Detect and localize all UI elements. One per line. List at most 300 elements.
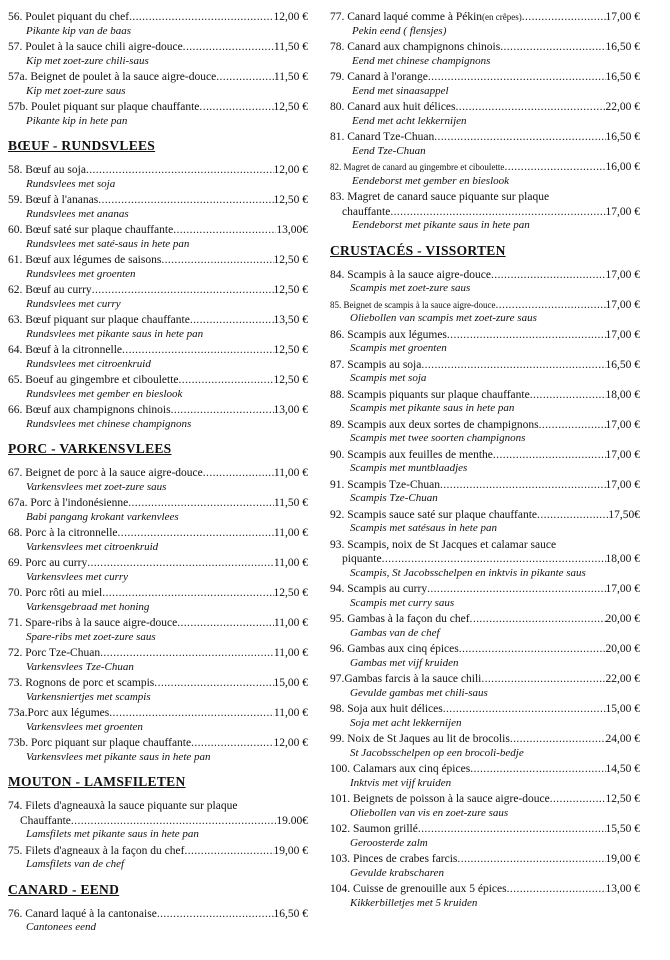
left-column	[8, 10, 308, 937]
menu-item-translation: Babi pangang krokant varkenvlees	[26, 510, 179, 523]
menu-item-name: piquante	[342, 553, 382, 565]
menu-item-name: 87. Scampis au soja	[330, 358, 422, 371]
menu-item	[330, 40, 640, 68]
leader-dots	[443, 702, 606, 717]
menu-item-translation: Cantonees eend	[26, 921, 96, 933]
menu-item	[330, 418, 640, 446]
menu-item-translation: Rundsvlees met saté-saus in hete pan	[26, 237, 190, 250]
menu-item-price: 17,00 €	[605, 328, 640, 341]
menu-item	[8, 586, 308, 614]
menu-item-line	[330, 418, 640, 433]
menu-item-name: 71. Spare-ribs à la sauce aigre-douce	[8, 617, 178, 629]
menu-item-price: 12,50 €	[273, 194, 308, 206]
menu-item-price: 11,00 €	[273, 527, 308, 539]
right-column	[330, 10, 640, 912]
menu-item-name: 102. Saumon grillé	[330, 823, 418, 835]
menu-item-line	[8, 343, 308, 358]
menu-item-line	[330, 268, 640, 283]
section-title: CRUSTACÉS - VISSORTEN	[330, 242, 506, 258]
menu-item-translation: Scampis Tze-Chuan	[350, 492, 438, 504]
leader-dots	[493, 448, 606, 463]
menu-item-translation: Scampis met muntblaadjes	[350, 462, 468, 474]
menu-item-line	[8, 814, 308, 829]
menu-item-price: 16,50 €	[605, 358, 640, 371]
menu-item	[8, 403, 308, 431]
menu-item	[8, 907, 308, 935]
menu-item-line	[330, 70, 640, 85]
menu-item-translation: Pikante kip in hete pan	[26, 114, 128, 127]
menu-item-name: 68. Porc à la citronnelle	[8, 527, 118, 539]
menu-item-line	[330, 552, 640, 567]
menu-item-line	[8, 403, 308, 418]
menu-item-price: 12,50 €	[273, 284, 308, 296]
menu-item-translation: Lamsfilets met pikante saus in hete pan	[26, 828, 199, 840]
leader-dots	[440, 478, 606, 493]
menu-item-line	[8, 586, 308, 601]
menu-item-translation: Pikante kip van de baas	[26, 24, 132, 37]
menu-item	[8, 736, 308, 764]
menu-item-name-line: 83. Magret de canard sauce piquante sur plaque	[330, 191, 550, 203]
menu-item-price: 15,50 €	[605, 823, 640, 835]
menu-item-translation: Rundsvlees met pikante saus in hete pan	[26, 327, 204, 340]
menu-item-line	[8, 253, 308, 268]
menu-item-name: 64. Bœuf à la citronnelle	[8, 344, 123, 356]
menu-item-translation: Rundsvlees met chinese champignons	[26, 417, 192, 430]
menu-item-name: 59. Bœuf à l'ananas	[8, 194, 99, 206]
menu-item-price: 13,50 €	[273, 314, 308, 326]
menu-item-name: 79. Canard à l'orange	[330, 71, 428, 83]
menu-item-translation: Scampis met pikante saus in hete pan	[350, 402, 515, 414]
menu-item-translation: Eendeborst met pikante saus in hete pan	[352, 219, 530, 231]
leader-dots	[177, 616, 274, 631]
menu-item-price: 17,00 €	[605, 478, 640, 491]
menu-item-translation: Kip met zoet-zure chili-saus	[26, 54, 149, 67]
menu-item-price: 12,50 €	[273, 374, 308, 386]
menu-item	[330, 388, 640, 416]
menu-item-translation: Scampis met satésaus in hete pan	[350, 522, 497, 534]
menu-item-translation: Scampis met zoet-zure saus	[350, 282, 471, 294]
menu-item	[330, 582, 640, 610]
menu-item-price: 13,00 €	[273, 404, 308, 416]
menu-item-translation: Eend met acht lekkernijen	[352, 114, 467, 127]
menu-item	[330, 612, 640, 640]
menu-item	[330, 130, 640, 158]
menu-item	[330, 298, 640, 326]
leader-dots	[504, 160, 605, 175]
menu-item	[330, 160, 640, 188]
menu-item	[8, 496, 308, 524]
menu-item-line	[330, 792, 640, 807]
leader-dots	[98, 193, 273, 208]
menu-item-price: 14,50 €	[605, 763, 640, 775]
menu-item-price: 18,00 €	[605, 388, 640, 401]
leader-dots	[510, 732, 606, 747]
menu-item	[8, 70, 308, 98]
menu-item	[330, 358, 640, 386]
menu-item-price: 16,50 €	[605, 41, 640, 53]
menu-item-name: 84. Scampis à la sauce aigre-douce	[330, 268, 491, 281]
menu-item	[8, 10, 308, 38]
menu-item	[8, 706, 308, 734]
menu-item-name: 72. Porc Tze-Chuan	[8, 647, 101, 659]
menu-item-price: 17,00 €	[605, 418, 640, 431]
section-title: CANARD - EEND	[8, 881, 120, 897]
menu-item	[8, 646, 308, 674]
menu-item-name: 67a. Porc à l'indonésienne	[8, 497, 129, 509]
menu-item	[8, 283, 308, 311]
leader-dots	[447, 328, 606, 343]
menu-item-note: (en crêpes)	[482, 12, 522, 22]
menu-item-price: 16,00 €	[605, 161, 640, 173]
menu-item-line	[330, 100, 640, 115]
menu-item-translation: Scampis, St Jacobsschelpen en inktvis in pikante saus	[350, 566, 586, 579]
menu-item-name: 75. Filets d'agneaux à la façon du chef	[8, 844, 185, 857]
leader-dots	[456, 100, 606, 115]
leader-dots	[184, 844, 273, 859]
leader-dots	[470, 762, 605, 777]
menu-item-translation: Gambas met vijf kruiden	[350, 656, 459, 669]
leader-dots	[154, 676, 273, 691]
leader-dots	[173, 223, 276, 238]
menu-item-price: 16,50 €	[273, 907, 308, 920]
menu-item-name: 101. Beignets de poisson à la sauce aigre-douce	[330, 793, 550, 805]
menu-item-price: 20,00 €	[605, 613, 640, 625]
menu-item	[330, 478, 640, 506]
menu-item-line	[8, 10, 308, 25]
menu-item-line	[8, 646, 308, 661]
menu-item-line	[8, 223, 308, 238]
menu-item-line	[330, 702, 640, 717]
leader-dots	[86, 163, 274, 178]
leader-dots	[129, 10, 273, 25]
section-title: MOUTON - LAMSFILETEN	[8, 774, 186, 789]
menu-item-price: 12,00 €	[273, 11, 308, 23]
leader-dots	[190, 313, 274, 328]
menu-item-line	[330, 822, 640, 837]
menu-item-price: 16,50 €	[605, 71, 640, 83]
leader-dots	[522, 10, 606, 25]
leader-dots	[427, 582, 605, 597]
menu-item	[8, 100, 308, 128]
menu-item	[8, 223, 308, 251]
menu-item-price: 12,50 €	[273, 254, 308, 266]
menu-item-translation: St Jacobsschelpen op een brocoli-bedje	[350, 746, 524, 759]
menu-item-name-line: 74. Filets d'agneauxà la sauce piquante sur plaque	[8, 800, 238, 812]
leader-dots	[481, 672, 605, 687]
menu-item-price: 12,50 €	[273, 344, 308, 356]
menu-item-translation: Eend met chinese champignons	[352, 54, 491, 67]
menu-item-line	[330, 762, 640, 777]
menu-item-name: 58. Bœuf au soja	[8, 164, 86, 176]
menu-item-translation: Rundsvlees met gember en bieslook	[26, 387, 183, 400]
leader-dots	[128, 496, 274, 511]
menu-item-line	[330, 328, 640, 343]
menu-item	[330, 70, 640, 98]
menu-item-name: 80. Canard aux huit délices	[330, 101, 456, 113]
menu-item	[8, 373, 308, 401]
menu-item-translation: Scampis met groenten	[350, 342, 447, 354]
leader-dots	[418, 822, 606, 837]
menu-item	[330, 882, 640, 910]
menu-item-price: 17,00 €	[605, 268, 640, 281]
leader-dots	[530, 388, 606, 403]
menu-item-translation: Soja met acht lekkernijen	[350, 716, 462, 729]
menu-item-line	[8, 706, 308, 721]
menu-item	[330, 792, 640, 820]
menu-item-price: 19,00 €	[605, 853, 640, 865]
menu-item-name: 98. Soja aux huit délices	[330, 703, 443, 715]
leader-dots	[87, 556, 274, 571]
menu-item-line	[330, 358, 640, 373]
menu-item-name: 69. Porc au curry	[8, 557, 88, 569]
leader-dots	[500, 40, 605, 55]
menu-item-translation: Rundsvlees met curry	[26, 297, 121, 310]
menu-item-name: 82. Magret de canard au gingembre et ciboulette	[330, 162, 505, 172]
menu-item	[8, 163, 308, 191]
menu-item	[8, 313, 308, 341]
menu-item-line	[330, 448, 640, 463]
menu-item-name: 62. Bœuf au curry	[8, 284, 92, 296]
menu-item-line	[330, 508, 640, 523]
menu-item-translation: Eend met sinaasappel	[352, 84, 449, 97]
leader-dots	[118, 526, 274, 541]
menu-item	[8, 193, 308, 221]
menu-item-name: 57a. Beignet de poulet à la sauce aigre-douce	[8, 71, 217, 83]
menu-item	[330, 328, 640, 356]
menu-item-translation: Kip met zoet-zure saus	[26, 84, 126, 97]
menu-item-line	[8, 163, 308, 178]
menu-item-translation: Rundsvlees met citroenkruid	[26, 357, 151, 370]
menu-item-price: 11,00 €	[273, 467, 308, 479]
menu-item-translation: Inktvis met vijf kruiden	[350, 776, 452, 789]
menu-item-price: 12,00 €	[273, 737, 308, 749]
leader-dots	[161, 253, 273, 268]
leader-dots	[491, 268, 606, 283]
menu-item-price: 16,50 €	[605, 131, 640, 143]
menu-item-translation: Gevulde gambas met chili-saus	[350, 686, 488, 699]
menu-item-translation: Pekin eend ( flensjes)	[352, 24, 447, 37]
menu-item-translation: Kikkerbilletjes met 5 kruiden	[350, 896, 478, 909]
menu-item-price: 19,00 €	[273, 844, 308, 857]
menu-item-translation: Spare-ribs met zoet-zure saus	[26, 630, 156, 643]
menu-item-name-line: 93. Scampis, noix de St Jacques et calamar sauce	[330, 538, 557, 551]
menu-item-price: 15,00 €	[605, 703, 640, 715]
menu-item-translation: Varkensvlees Tze-Chuan	[26, 660, 134, 673]
menu-item-name: 86. Scampis aux légumes	[330, 328, 447, 341]
menu-item-price: 17,00 €	[605, 448, 640, 461]
leader-dots	[102, 586, 273, 601]
menu-item-translation: Scampis met soja	[350, 372, 427, 384]
leader-dots	[421, 358, 605, 373]
menu-item-line	[8, 100, 308, 115]
menu-item-line	[8, 70, 308, 85]
menu-item	[330, 508, 640, 536]
leader-dots	[428, 70, 606, 85]
menu-item	[8, 466, 308, 494]
menu-item-price: 11,00 €	[273, 617, 308, 629]
menu-item-name: 63. Bœuf piquant sur plaque chauffante	[8, 314, 190, 326]
menu-item-line	[330, 40, 640, 55]
leader-dots	[191, 736, 273, 751]
menu-item-line	[8, 466, 308, 481]
section-title: BŒUF - RUNDSVLEES	[8, 138, 156, 153]
menu-item-name: 76. Canard laqué à la cantonaise	[8, 907, 157, 920]
menu-item-line	[330, 612, 640, 627]
menu-item-translation: Scampis met twee soorten champignons	[350, 432, 526, 444]
menu-item-name: 56. Poulet piquant du chef	[8, 11, 130, 23]
menu-item-price: 22,00 €	[605, 101, 640, 113]
menu-item-price: 11,50 €	[273, 41, 308, 53]
menu-item	[330, 852, 640, 880]
menu-item-name: 66. Bœuf aux champignons chinois	[8, 404, 171, 416]
menu-item-price: 11,00 €	[273, 707, 308, 719]
menu-item	[330, 100, 640, 128]
menu-item-line	[8, 373, 308, 388]
section-title: PORC - VARKENSVLEES	[8, 441, 172, 456]
menu-item	[330, 538, 640, 581]
menu-item	[330, 190, 640, 233]
menu-item-price: 17,00 €	[605, 298, 640, 311]
leader-dots	[459, 642, 606, 657]
menu-item-price: 11,50 €	[273, 497, 308, 509]
leader-dots	[183, 40, 274, 55]
menu-item-translation: Lamsfilets van de chef	[26, 858, 125, 870]
menu-item-line	[330, 130, 640, 145]
menu-item-name: chauffante	[342, 205, 391, 218]
leader-dots	[199, 100, 273, 115]
menu-item-price: 12,50 €	[273, 101, 308, 113]
menu-item-price: 12,50 €	[273, 587, 308, 599]
leader-dots	[507, 882, 606, 897]
menu-item-name: 100. Calamars aux cinq épices	[330, 763, 471, 775]
menu-item	[330, 642, 640, 670]
menu-item-name: 65. Boeuf au gingembre et ciboulette	[8, 374, 179, 386]
leader-dots	[92, 283, 274, 298]
menu-item-name: 85. Beignet de scampis à la sauce aigre-douce	[330, 299, 496, 310]
menu-item-translation: Oliebollen van scampis met zoet-zure saus	[350, 312, 537, 324]
leader-dots	[71, 814, 276, 829]
menu-item-name: 89. Scampis aux deux sortes de champignons	[330, 418, 539, 431]
menu-item-line	[8, 496, 308, 511]
menu-item-price: 20,00 €	[605, 643, 640, 655]
menu-item-line	[330, 10, 640, 25]
menu-item-price: 17,00 €	[605, 11, 640, 23]
menu-item-line	[330, 388, 640, 403]
menu-item-line	[8, 526, 308, 541]
menu-item-name: 104. Cuisse de grenouille aux 5 épices	[330, 883, 507, 895]
menu-item-line	[330, 582, 640, 597]
menu-item-name: 97.Gambas farcis à la sauce chili	[330, 673, 482, 685]
menu-item-line	[330, 882, 640, 897]
menu-item-translation: Oliebollen van vis en zoet-zure saus	[350, 806, 509, 819]
menu-item-name: 61. Bœuf aux légumes de saisons	[8, 254, 162, 266]
menu-item-line	[8, 844, 308, 859]
menu-item-line	[330, 852, 640, 867]
menu-item-line	[330, 298, 640, 313]
menu-item-name: Chauffante	[20, 814, 71, 827]
leader-dots	[109, 706, 274, 721]
menu-item-name: 96. Gambas aux cinq épices	[330, 643, 459, 655]
menu-item-line	[330, 732, 640, 747]
leader-dots	[457, 852, 605, 867]
menu-item-line	[8, 676, 308, 691]
menu-item-price: 17,50€	[608, 508, 640, 521]
menu-item-price: 11,50 €	[273, 71, 308, 83]
menu-item-translation: Varkensvlees met pikante saus in hete pan	[26, 750, 211, 763]
leader-dots	[179, 373, 274, 388]
menu-item-translation: Rundsvlees met soja	[26, 177, 116, 190]
menu-item-name: 60. Bœuf saté sur plaque chauffante	[8, 224, 174, 236]
leader-dots	[550, 792, 606, 807]
menu-item-translation: Eend Tze-Chuan	[352, 144, 426, 157]
menu-item-name: 67. Beignet de porc à la sauce aigre-douce	[8, 467, 203, 479]
menu-item	[8, 343, 308, 371]
menu-item-name: 90. Scampis aux feuilles de menthe	[330, 448, 493, 461]
leader-dots	[171, 403, 274, 418]
menu-item-name: 88. Scampis piquants sur plaque chauffante	[330, 388, 530, 401]
menu-item	[8, 526, 308, 554]
menu-item	[330, 822, 640, 850]
menu-item-translation: Eendeborst met gember en bieslook	[352, 174, 510, 187]
menu-item-translation: Gambas van de chef	[350, 626, 440, 639]
leader-dots	[122, 343, 273, 358]
menu-item-translation: Varkensvlees met zoet-zure saus	[26, 480, 167, 493]
menu-item-line	[8, 736, 308, 751]
menu-item	[8, 799, 308, 842]
menu-item-name: 81. Canard Tze-Chuan	[330, 131, 435, 143]
menu-item-price: 17,00 €	[605, 205, 640, 218]
menu-item-price: 24,00 €	[605, 733, 640, 745]
menu-item-price: 19.00€	[276, 814, 308, 827]
menu-item-line	[330, 642, 640, 657]
menu-item	[330, 10, 640, 38]
menu-item-name: 57. Poulet à la sauce chili aigre-douce	[8, 41, 183, 53]
leader-dots	[203, 466, 274, 481]
menu-item-line	[8, 40, 308, 55]
menu-item	[330, 762, 640, 790]
menu-item-price: 15,00 €	[273, 677, 308, 689]
menu-item	[8, 556, 308, 584]
menu-item-translation: Geroosterde zalm	[350, 836, 428, 849]
menu-item-line	[8, 907, 308, 922]
menu-item	[8, 40, 308, 68]
menu-item-name: 70. Porc rôti au miel	[8, 587, 103, 599]
menu-item	[330, 702, 640, 730]
menu-item-name: 94. Scampis au curry	[330, 583, 428, 595]
menu-item-translation: Varkensgebraad met honing	[26, 600, 150, 613]
leader-dots	[100, 646, 274, 661]
leader-dots	[537, 508, 608, 523]
menu-item-price: 18,00 €	[605, 553, 640, 565]
leader-dots	[216, 70, 274, 85]
menu-item-price: 13,00€	[276, 224, 308, 236]
menu-item-name: 77. Canard laqué comme à Pékin(en crêpes)	[330, 11, 522, 23]
menu-item-name: 95. Gambas à la façon du chef	[330, 613, 470, 625]
menu-item-name: 99. Noix de St Jaques au lit de brocolis	[330, 733, 510, 745]
menu-item	[8, 253, 308, 281]
menu-item-price: 11,00 €	[273, 647, 308, 659]
menu-item-name: 92. Scampis sauce saté sur plaque chauffante	[330, 508, 538, 521]
menu-item-translation: Rundsvlees met groenten	[26, 267, 136, 280]
menu-item-price: 12,00 €	[273, 164, 308, 176]
menu-item	[330, 672, 640, 700]
menu-item-name: 57b. Poulet piquant sur plaque chauffante	[8, 101, 200, 113]
menu-item-price: 13,00 €	[605, 883, 640, 895]
menu-item-translation: Varkensvlees met groenten	[26, 720, 143, 733]
menu-item-name: 73. Rognons de porc et scampis	[8, 677, 155, 689]
menu-item-price: 22,00 €	[605, 673, 640, 685]
menu-item-translation: Varkensvlees met citroenkruid	[26, 540, 159, 553]
